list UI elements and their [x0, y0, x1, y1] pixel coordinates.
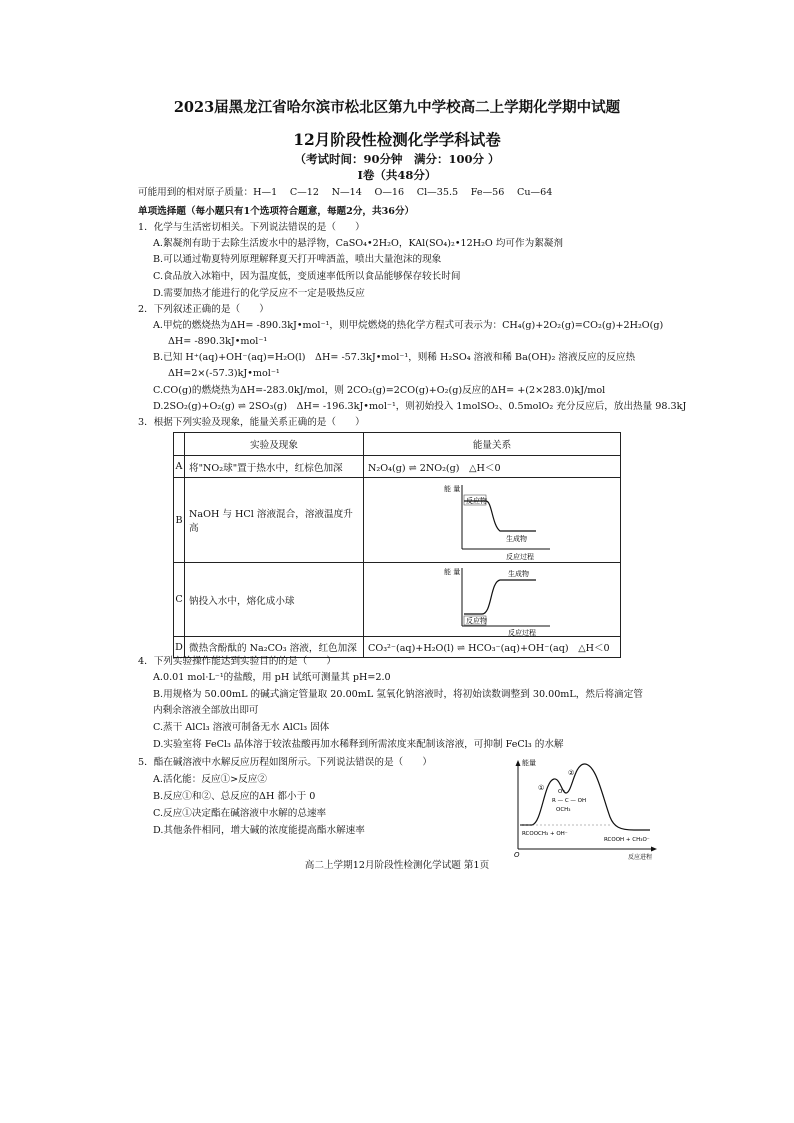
x-axis-label: 反应过程	[508, 628, 536, 636]
volume-label: I卷（共48分）	[357, 168, 437, 182]
reactants-label: RCOOCH₃ + OH⁻	[522, 831, 568, 837]
q5-option-c: C.反应①决定酯在碱溶液中水解的总速率	[153, 808, 327, 819]
intermediate-top: O⁻	[558, 789, 566, 795]
q3-row-experiment: NaOH 与 HCl 溶液混合，溶液温度升高	[185, 478, 364, 563]
q1-option-a: A.絮凝剂有助于去除生活废水中的悬浮物，CaSO₄•2H₂O，KAl(SO₄)₂•12H₂O 均可作为絮凝剂	[153, 238, 563, 249]
section-heading: 单项选择题（每小题只有1个选项符合题意，每题2分，共36分）	[138, 206, 415, 217]
endothermic-energy-diagram	[440, 564, 560, 636]
peak-1-label: ①	[538, 784, 545, 792]
y-axis-label: 能 量	[444, 567, 461, 576]
x-axis-label: 反应进程	[628, 854, 653, 861]
q3-table-header	[174, 433, 621, 456]
energy-curve	[464, 501, 536, 531]
q3-table	[173, 432, 621, 658]
x-axis-label: 反应过程	[506, 553, 534, 561]
q3-row-energy-diagram	[364, 563, 621, 637]
q3-col-header-energy: 能量关系	[364, 433, 621, 456]
q1-option-d: D.需要加热才能进行的化学反应不一定是吸热反应	[153, 288, 365, 299]
energy-curve	[464, 580, 536, 614]
exothermic-energy-diagram	[440, 479, 560, 561]
q5-option-a: A.活化能：反应①>反应②	[153, 774, 267, 785]
product-label: 生成物	[508, 569, 529, 578]
q2-stem: 2．下列叙述正确的是（ ）	[138, 304, 269, 315]
q4-option-a: A.0.01 mol·L⁻¹的盐酸，用 pH 试纸可测量其 pH=2.0	[153, 672, 391, 683]
q3-row-label: B	[174, 478, 185, 563]
exam-subtitle: 12月阶段性检测化学学科试卷	[293, 130, 501, 149]
q2-option-b-cont: ΔH=2×(-57.3)kJ•mol⁻¹	[168, 368, 280, 379]
x-axis-arrow	[651, 847, 657, 852]
origin-label: O	[514, 851, 520, 859]
q3-col-header-experiment: 实验及现象	[185, 433, 364, 456]
q3-row-label: C	[174, 563, 185, 637]
peak-2-label: ②	[568, 769, 575, 777]
q1-option-c: C.食品放入冰箱中，因为温度低，变质速率低所以食品能够保存较长时间	[153, 271, 461, 282]
q3-row-experiment: 钠投入水中，熔化成小球	[185, 563, 364, 637]
q3-row-a	[174, 456, 621, 478]
q2-option-d: D.2SO₂(g)+O₂(g) ⇌ 2SO₃(g) ΔH= -196.3kJ•mol⁻¹，则初始投入 1molSO₂、0.5molO₂ 充分反应后，放出热量 98.3kJ	[153, 401, 687, 412]
q3-row-energy-diagram	[364, 478, 621, 563]
q3-row-energy: CO₃²⁻(aq)+H₂O(l) ⇌ HCO₃⁻(aq)+OH⁻(aq) △H＜0	[364, 637, 621, 658]
q4-stem: 4．下列实验操作能达到实验目的的是（ ）	[138, 656, 336, 667]
q2-option-b: B.已知 H⁺(aq)+OH⁻(aq)=H₂O(l) ΔH= -57.3kJ•mol⁻¹，则稀 H₂SO₄ 溶液和稀 Ba(OH)₂ 溶液反应的反应热	[153, 352, 636, 363]
q3-row-c	[174, 563, 621, 637]
products-label: RCOOH + CH₃O⁻	[604, 837, 650, 843]
q5-option-d: D.其他条件相同，增大碱的浓度能提高酯水解速率	[153, 825, 365, 836]
q4-option-b: B.用规格为 50.00mL 的碱式滴定管量取 20.00mL 氢氧化钠溶液时，将初始读数调整到 30.00mL，然后将滴定管	[153, 689, 643, 700]
q4-option-b-cont: 内剩余溶液全部放出即可	[153, 705, 259, 716]
y-axis-label: 能 量	[444, 485, 461, 493]
q2-option-c: C.CO(g)的燃烧热为ΔH=-283.0kJ/mol，则 2CO₂(g)=2CO(g)+O₂(g)反应的ΔH= +(2×283.0)kJ/mol	[153, 385, 606, 396]
q3-row-label: D	[174, 637, 185, 658]
product-label: 生成物	[506, 535, 527, 543]
q1-stem: 1．化学与生活密切相关。下列说法错误的是（ ）	[138, 222, 365, 233]
q3-row-b	[174, 478, 621, 563]
q2-option-a: A.甲烷的燃烧热为ΔH= -890.3kJ•mol⁻¹，则甲烷燃烧的热化学方程式可表示为：CH₄(g)+2O₂(g)=CO₂(g)+2H₂O(g)	[153, 320, 664, 331]
exam-title: 2023届黑龙江省哈尔滨市松北区第九中学校高二上学期化学期中试题	[173, 99, 621, 116]
q3-row-energy: N₂O₄(g) ⇌ 2NO₂(g) △H＜0	[364, 456, 621, 478]
q5-reaction-energy-diagram	[510, 755, 660, 863]
q5-stem: 5．酯在碱溶液中水解反应历程如图所示。下列说法错误的是（ ）	[138, 757, 432, 768]
atomic-masses: 可能用到的相对原子质量：H—1 C—12 N—14 O—16 Cl—35.5 Fe—56 Cu—64	[138, 187, 553, 198]
q5-option-b: B.反应①和②、总反应的ΔH 都小于 0	[153, 791, 316, 802]
q3-stem: 3．根据下列实验及现象，能量关系正确的是（ ）	[138, 417, 365, 428]
page-footer: 高二上学期12月阶段性检测化学试题 第1页	[304, 860, 490, 871]
intermediate-bottom: OCH₃	[556, 807, 571, 813]
q2-option-a-cont: ΔH= -890.3kJ•mol⁻¹	[168, 336, 268, 347]
q3-row-label: A	[174, 456, 185, 478]
q1-option-b: B.可以通过勒夏特列原理解释夏天打开啤酒盖，喷出大量泡沫的现象	[153, 254, 442, 265]
q3-row-experiment: 微热含酚酞的 Na₂CO₃ 溶液，红色加深	[185, 637, 364, 658]
reactant-label: 反应物	[466, 616, 487, 625]
energy-curve	[520, 764, 650, 830]
q3-row-experiment: 将"NO₂球"置于热水中，红棕色加深	[185, 456, 364, 478]
reactant-label: 反应物	[466, 497, 487, 505]
q4-option-c: C.蒸干 AlCl₃ 溶液可制备无水 AlCl₃ 固体	[153, 722, 330, 733]
y-axis-label: 能量	[522, 759, 536, 767]
exam-info: （考试时间：90分钟 满分：100分 ）	[294, 152, 500, 166]
intermediate-middle: R — C — OH	[552, 798, 587, 804]
q4-option-d: D.实验室将 FeCl₃ 晶体溶于较浓盐酸再加水稀释到所需浓度来配制该溶液，可抑制 FeCl₃ 的水解	[153, 739, 564, 750]
y-axis-arrow	[516, 760, 521, 766]
